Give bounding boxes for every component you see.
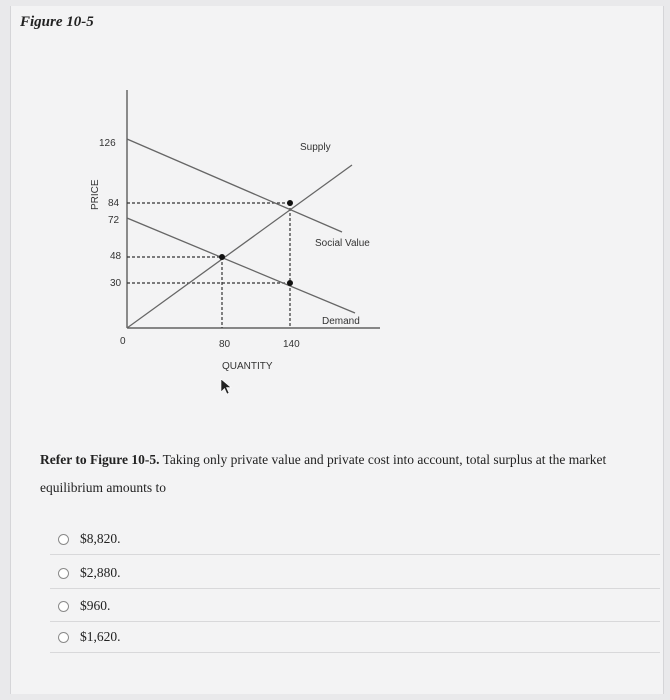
option-3[interactable] bbox=[50, 591, 660, 622]
figure-title: Figure 10-5 bbox=[20, 14, 94, 30]
supply-label: Supply bbox=[300, 142, 331, 153]
radio-button[interactable] bbox=[58, 632, 69, 643]
demand-curve bbox=[127, 218, 355, 313]
y-tick-72: 72 bbox=[108, 215, 120, 226]
equilibrium-point bbox=[219, 254, 225, 260]
y-tick-48: 48 bbox=[110, 251, 122, 262]
question-text bbox=[40, 446, 660, 502]
y-tick-30: 30 bbox=[110, 278, 122, 289]
option-label: $2,880. bbox=[80, 565, 121, 580]
option-4[interactable] bbox=[50, 622, 660, 653]
demand-label: Demand bbox=[322, 316, 360, 327]
mouse-cursor-icon bbox=[221, 379, 231, 394]
social-optimum-point bbox=[287, 200, 293, 206]
option-label: $1,620. bbox=[80, 629, 121, 644]
question-body: Taking only private value and private cost into account, total surplus at the market equilibrium amounts to bbox=[40, 452, 607, 495]
y-tick-84: 84 bbox=[108, 198, 120, 209]
radio-button[interactable] bbox=[58, 534, 69, 545]
x-axis-label: QUANTITY bbox=[222, 361, 273, 372]
question-ref: Refer to Figure 10-5. bbox=[40, 452, 160, 467]
radio-button[interactable] bbox=[58, 601, 69, 612]
y-tick-126: 126 bbox=[99, 138, 116, 149]
origin-label: 0 bbox=[120, 336, 126, 347]
radio-button[interactable] bbox=[58, 568, 69, 579]
demand-point-140 bbox=[287, 280, 293, 286]
y-axis-label: PRICE bbox=[90, 179, 101, 210]
option-label: $960. bbox=[80, 598, 111, 613]
social-value-label: Social Value bbox=[315, 238, 370, 249]
x-tick-80: 80 bbox=[219, 339, 231, 350]
x-tick-140: 140 bbox=[283, 339, 300, 350]
option-2[interactable] bbox=[50, 558, 660, 589]
option-1[interactable] bbox=[50, 524, 660, 555]
option-label: $8,820. bbox=[80, 531, 121, 546]
